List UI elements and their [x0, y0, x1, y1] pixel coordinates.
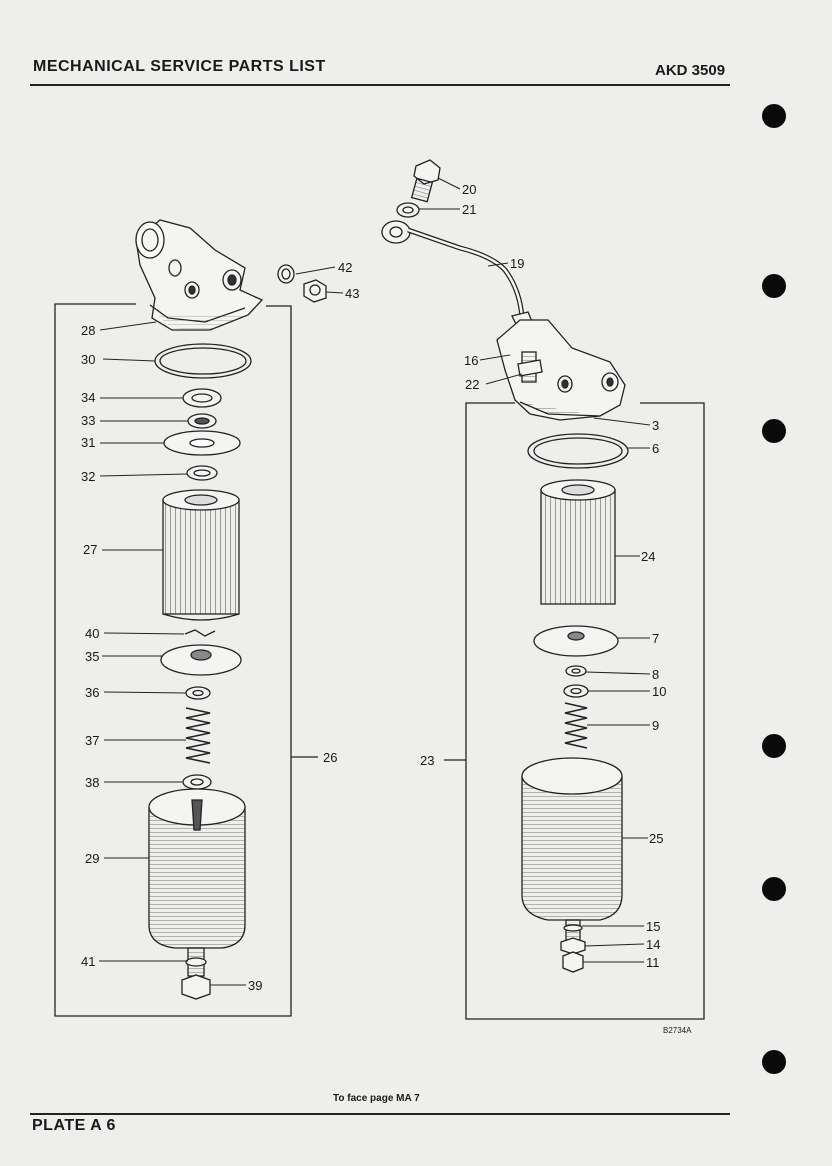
callout-24: 24 — [641, 549, 656, 564]
callout-42: 42 — [338, 260, 353, 275]
right-spring — [565, 703, 587, 748]
left-pressure-plate — [161, 645, 241, 675]
left-washers — [164, 389, 240, 480]
left-washer-36 — [186, 687, 210, 699]
callout-37: 37 — [85, 733, 100, 748]
sealing-ring — [155, 344, 251, 378]
right-pressure-plate — [534, 626, 618, 656]
callout-8: 8 — [652, 667, 660, 682]
callout-40: 40 — [85, 626, 100, 641]
callout-30: 30 — [81, 352, 96, 367]
banjo-washer — [397, 203, 419, 217]
right-filter-head — [497, 320, 625, 420]
left-center-bolt — [182, 948, 210, 999]
washer-part — [278, 265, 294, 283]
callout-26: 26 — [323, 750, 338, 765]
callout-20: 20 — [462, 182, 477, 197]
callout-39: 39 — [248, 978, 263, 993]
callout-9: 9 — [652, 718, 660, 733]
left-filter-element — [163, 490, 239, 620]
callout-22: 22 — [465, 377, 480, 392]
callout-28: 28 — [81, 323, 96, 338]
left-filter-head — [136, 220, 262, 330]
callout-19: 19 — [510, 256, 525, 271]
footer-rule — [30, 1113, 730, 1115]
callout-34: 34 — [81, 390, 96, 405]
plate-label: PLATE A 6 — [32, 1117, 116, 1134]
right-filter-element — [541, 480, 615, 604]
callout-6: 6 — [652, 441, 660, 456]
nut-part — [304, 280, 326, 302]
callout-11: 11 — [646, 955, 660, 970]
callout-35: 35 — [85, 649, 100, 664]
left-filter-bowl — [149, 789, 245, 948]
left-washer-38 — [183, 775, 211, 789]
footer-note: To face page MA 7 — [333, 1093, 420, 1104]
callout-23: 23 — [420, 753, 435, 768]
callout-43: 43 — [345, 286, 360, 301]
callout-38: 38 — [85, 775, 100, 790]
callout-14: 14 — [646, 937, 661, 952]
right-sealing-ring — [528, 434, 628, 468]
right-washers — [564, 666, 588, 697]
figure-reference: B2734A — [663, 1026, 692, 1035]
callout-41: 41 — [81, 954, 96, 969]
right-filter-bowl — [522, 758, 622, 920]
callout-3: 3 — [652, 418, 660, 433]
callout-27: 27 — [83, 542, 98, 557]
callout-16: 16 — [464, 353, 479, 368]
callout-7: 7 — [652, 631, 660, 646]
banjo-bolt — [412, 160, 440, 202]
callout-33: 33 — [81, 413, 96, 428]
callout-36: 36 — [85, 685, 100, 700]
callout-15: 15 — [646, 919, 661, 934]
oil-feed-pipe — [382, 221, 534, 332]
callout-29: 29 — [85, 851, 100, 866]
right-center-bolt — [561, 920, 585, 972]
callout-31: 31 — [81, 435, 96, 450]
page-title: MECHANICAL SERVICE PARTS LIST — [33, 58, 326, 75]
callout-21: 21 — [462, 202, 477, 217]
callout-25: 25 — [649, 831, 664, 846]
spring-clip — [185, 630, 215, 636]
left-spring — [186, 708, 210, 763]
callout-32: 32 — [81, 469, 96, 484]
callout-10: 10 — [652, 684, 667, 699]
document-code: AKD 3509 — [655, 62, 726, 79]
